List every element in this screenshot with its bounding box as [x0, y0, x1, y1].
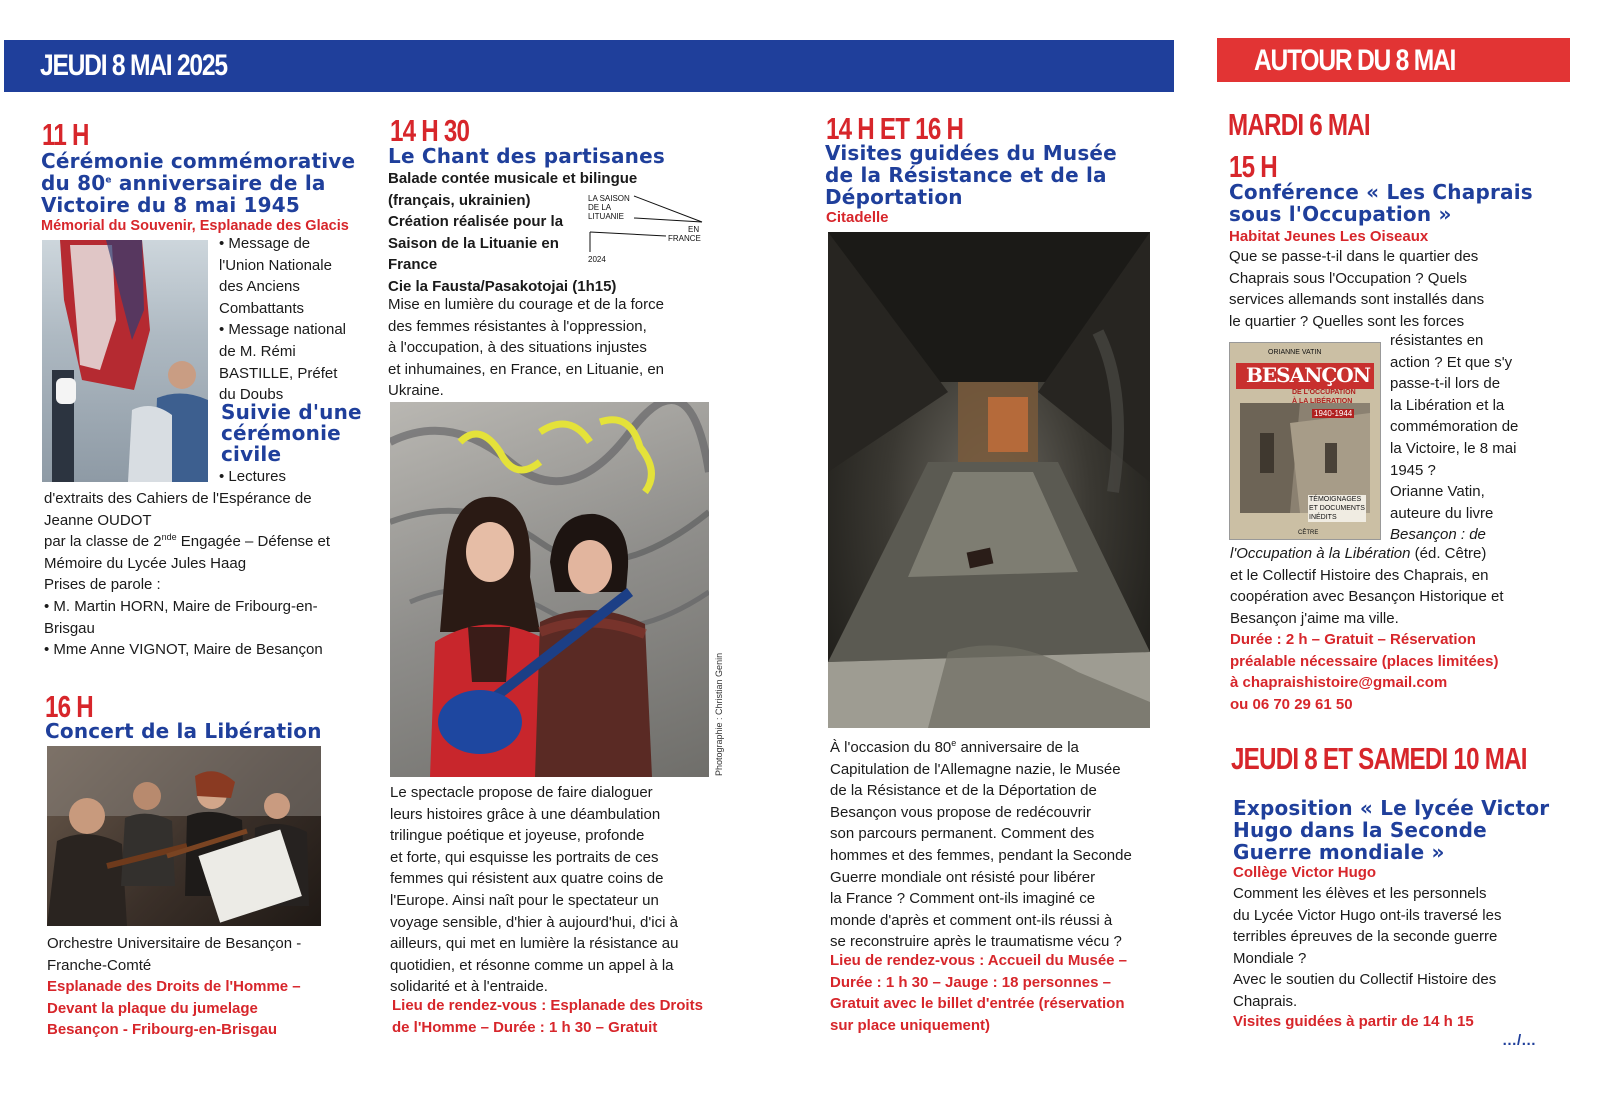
event-place: Citadelle [826, 209, 889, 226]
conference-body: l'Occupation à la Libération (éd. Cêtre) et le Collectif Histoire des Chaprais, en coopération avec Besançon Historique et Besançon j'aime ma ville. [1230, 545, 1504, 627]
show-body: Le spectacle propose de faire dialoguer leurs histoires grâce à une déambulation trilingue poétique et joyeuse, profonde et forte, qui esquisse les portraits de ces femmes qui résistent aux quatre coins de l'Europe. Ainsi naît pour le spectateur un voyage sensible, d'hier à aujourd'hui, d'ici à ailleurs, qui met en lumière la résistance au quotidien, et résonne comme un appel à la solidarité et à l'entraide. [390, 784, 679, 996]
show-info: Lieu de rendez-vous : Esplanade des Droits de l'Homme – Durée : 1 h 30 – Gratuit [392, 997, 703, 1036]
ceremony-photo [42, 240, 208, 482]
date-banner-title: JEUDI 8 MAI 2025 [40, 49, 227, 82]
day-heading: JEUDI 8 ET SAMEDI 10 MAI [1231, 741, 1527, 776]
museum-body: À l'occasion du 80e anniversaire de la Capitulation de l'Allemagne nazie, le Musée de la Résistance et de la Déportation de Besançon vous propose de redécouvrir son parcours permanent. Comment des hommes et des femmes, pendant la Seconde Guerre mondiale ont résisté pour libérer la France ? Comment ont-ils imaginé ce monde d'après et comment ont-ils réussi à se reconstruire après le traumatisme vécu ? [830, 738, 1132, 951]
event-title: Exposition « Le lycée Victor Hugo dans la Seconde Guerre mondiale » [1233, 796, 1550, 864]
event-time: 14 H 30 [390, 113, 470, 148]
event-title: Cérémonie commémorative du 80e anniversaire de la Victoire du 8 mai 1945 [41, 149, 356, 217]
event-title: Visites guidées du Musée de la Résistance et de la Déportation [825, 141, 1117, 209]
event-time: 14 H ET 16 H [826, 111, 964, 146]
museum-photo [828, 232, 1150, 728]
singers-photo [390, 402, 709, 777]
readings-label: • Lectures [219, 468, 286, 485]
concert-place: Esplanade des Droits de l'Homme – Devant la plaque du jumelage Besançon - Fribourg-en-Brisgau [47, 978, 301, 1039]
event-title: Le Chant des partisanes [388, 144, 665, 168]
side-banner-title: AUTOUR DU 8 MAI [1254, 44, 1456, 77]
book-cover: ORIANNE VATIN BESANÇON DE L'OCCUPATION À LA LIBÉRATION 1940-1944 TÉMOIGNAGES ET DOCUMENTS INÉDITS CÊTRE [1229, 342, 1381, 540]
event-time: 11 H [42, 117, 89, 152]
conference-side-text: résistantes en action ? Et que s'y passe-t-il lors de la Libération et la commémoration de la Victoire, le 8 mai 1945 ? Orianne Vatin, auteure du livre Besançon : de [1390, 332, 1519, 544]
event-place: Collège Victor Hugo [1233, 864, 1377, 881]
event-place: Habitat Jeunes Les Oiseaux [1229, 228, 1429, 245]
show-intro: Mise en lumière du courage et de la force des femmes résistantes à l'oppression, à l'occupation, à des situations injustes et inhumaines, en France, en Lituanie, en Ukraine. [388, 296, 665, 400]
event-place: Mémorial du Souvenir, Esplanade des Glacis [41, 218, 349, 234]
exhibition-info: Visites guidées à partir de 14 h 15 [1233, 1013, 1474, 1030]
ceremony-details: d'extraits des Cahiers de l'Espérance de Jeanne OUDOT par la classe de 2nde Engagée – Défense et Mémoire du Lycée Jules Haag Prises de parole : • M. Martin HORN, Maire de Fribourg-en- Brisgau • Mme Anne VIGNOT, Maire de Besançon [44, 490, 331, 659]
show-description: Balade contée musicale et bilingue (français, ukrainien) Création réalisée pour la Saison de la Lituanie en France Cie la Fausta/Pasakotojai (1h15) [388, 170, 638, 295]
exhibition-body: Comment les élèves et les personnels du Lycée Victor Hugo ont-ils traversé les terribles épreuves de la seconde guerre Mondiale ? Avec le soutien du Collectif Histoire des Chaprais. [1233, 885, 1502, 1010]
museum-info: Lieu de rendez-vous : Accueil du Musée – Durée : 1 h 30 – Jauge : 18 personnes – Gratuit avec le billet d'entrée (réservation sur place uniquement) [830, 952, 1128, 1034]
orchestra-caption: Orchestre Universitaire de Besançon - Franche-Comté [47, 935, 302, 974]
event-time: 16 H [45, 689, 93, 724]
ceremony-messages: • Message de l'Union Nationale des Anciens Combattants • Message national de M. Rémi BASTILLE, Préfet du Doubs [219, 235, 346, 404]
continued-marker: …/… [1502, 1032, 1537, 1049]
event-time: 15 H [1229, 149, 1277, 184]
event-title: Concert de la Libération [45, 719, 322, 743]
orchestra-photo [47, 746, 321, 926]
lituanie-logo: LA SAISON DE LA LITUANIE EN FRANCE 2024 [588, 194, 701, 264]
conference-info: Durée : 2 h – Gratuit – Réservation préalable nécessaire (places limitées) à chapraishistoire@gmail.com ou 06 70 29 61 50 [1230, 631, 1499, 713]
event-title: Conférence « Les Chaprais sous l'Occupation » [1229, 180, 1533, 226]
civil-ceremony-subtitle: Suivie d'une cérémonie civile [221, 400, 362, 466]
day-heading: MARDI 6 MAI [1228, 107, 1370, 142]
conference-intro: Que se passe-t-il dans le quartier des Chaprais sous l'Occupation ? Quels services allemands sont installés dans le quartier ? Quelles sont les forces [1229, 248, 1485, 330]
photo-credit: Photographie : Christian Genin [714, 652, 724, 776]
